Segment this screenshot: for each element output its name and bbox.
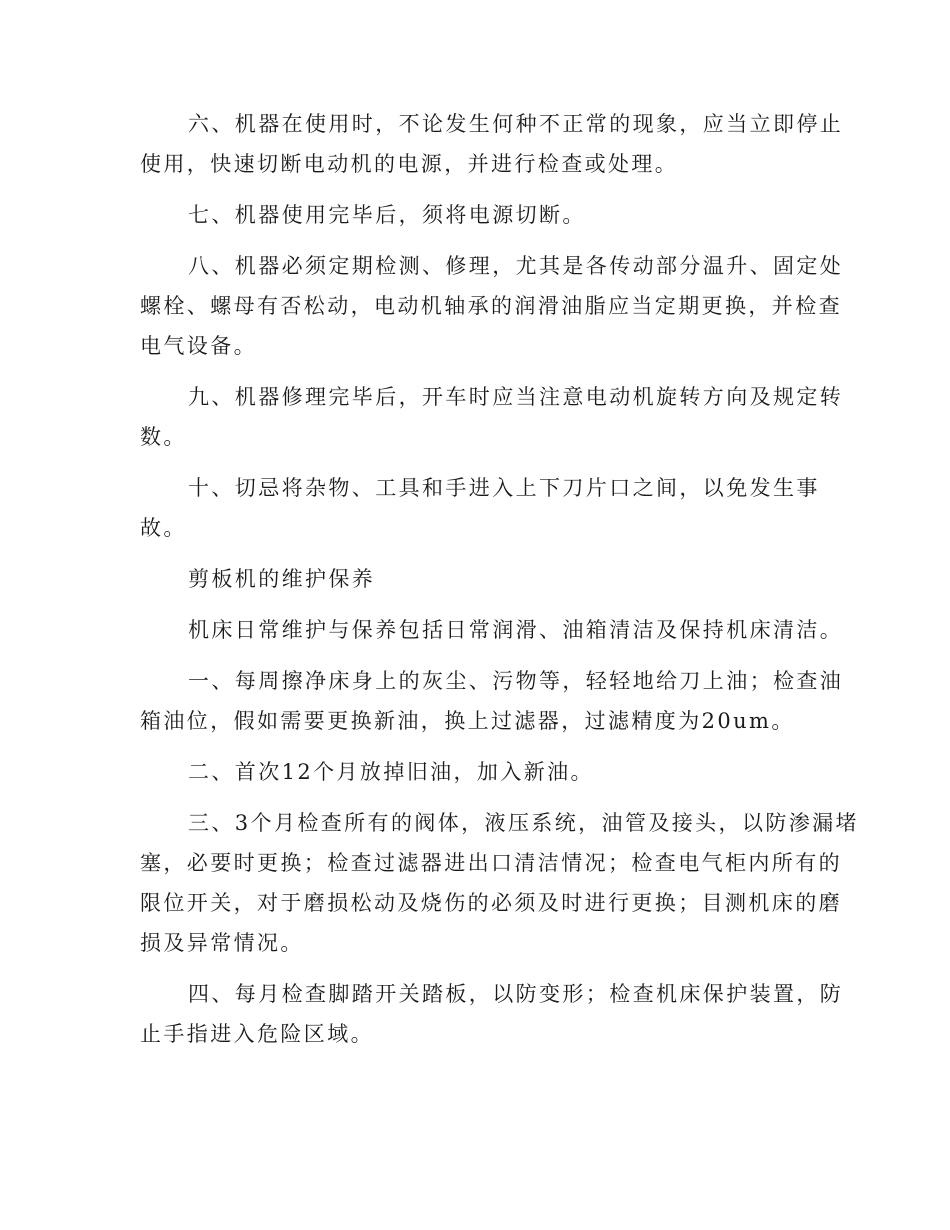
paragraph-line: 七、机器使用完毕后，须将电源切断。: [188, 203, 586, 227]
section-heading: [140, 559, 812, 599]
paragraph-8: [140, 246, 844, 366]
paragraph-line: 二、首次12个月放掉旧油，加入新油。: [188, 760, 594, 784]
paragraph-line: 四、每月检查脚踏开关踏板，以防变形；检查机床保护装置，防: [188, 982, 844, 1006]
paragraph-line: 机床日常维护与保养包括日常润滑、油箱清洁及保持机床清洁。: [188, 618, 844, 642]
paragraph-line: 十、切忌将杂物、工具和手进入上下刀片口之间，以免发生事: [188, 476, 820, 500]
paragraph-line: 九、机器修理完毕后，开车时应当注意电动机旋转方向及规定转: [188, 385, 844, 409]
paragraph-3: [140, 803, 859, 963]
paragraph-intro: [140, 610, 844, 650]
paragraph-line: 六、机器在使用时，不论发生何种不正常的现象，应当立即停止: [188, 112, 844, 136]
paragraph-line: 损及异常情况。: [140, 931, 304, 955]
paragraph-line: 止手指进入危险区域。: [140, 1022, 374, 1046]
section-heading-text: 剪板机的维护保养: [188, 567, 376, 591]
paragraph-1: [140, 661, 844, 741]
paragraph-line: 三、3个月检查所有的阀体，液压系统，油管及接头，以防渗漏堵: [188, 811, 859, 835]
document-body: [140, 104, 859, 1054]
paragraph-line: 八、机器必须定期检测、修理，尤其是各传动部分温升、固定处: [188, 254, 844, 278]
paragraph-line: 一、每周擦净床身上的灰尘、污物等，轻轻地给刀上油；检查油: [188, 669, 844, 693]
paragraph-2: [140, 752, 812, 792]
paragraph-line: 电气设备。: [140, 334, 257, 358]
paragraph-line: 数。: [140, 425, 187, 449]
paragraph-line: 塞，必要时更换；检查过滤器进出口清洁情况；检查电气柜内所有的: [140, 851, 842, 875]
paragraph-line: 限位开关，对于磨损松动及烧伤的必须及时进行更换；目测机床的磨: [140, 891, 842, 915]
paragraph-line: 箱油位，假如需要更换新油，换上过滤器，过滤精度为20um。: [140, 709, 795, 733]
paragraph-6: [140, 104, 844, 184]
paragraph-line: 使用，快速切断电动机的电源，并进行检查或处理。: [140, 152, 679, 176]
paragraph-4: [140, 974, 844, 1054]
paragraph-7: [140, 195, 812, 235]
paragraph-10: [140, 468, 820, 548]
paragraph-9: [140, 377, 844, 457]
paragraph-line: 螺栓、螺母有否松动，电动机轴承的润滑油脂应当定期更换，并检查: [140, 294, 842, 318]
paragraph-line: 故。: [140, 516, 187, 540]
